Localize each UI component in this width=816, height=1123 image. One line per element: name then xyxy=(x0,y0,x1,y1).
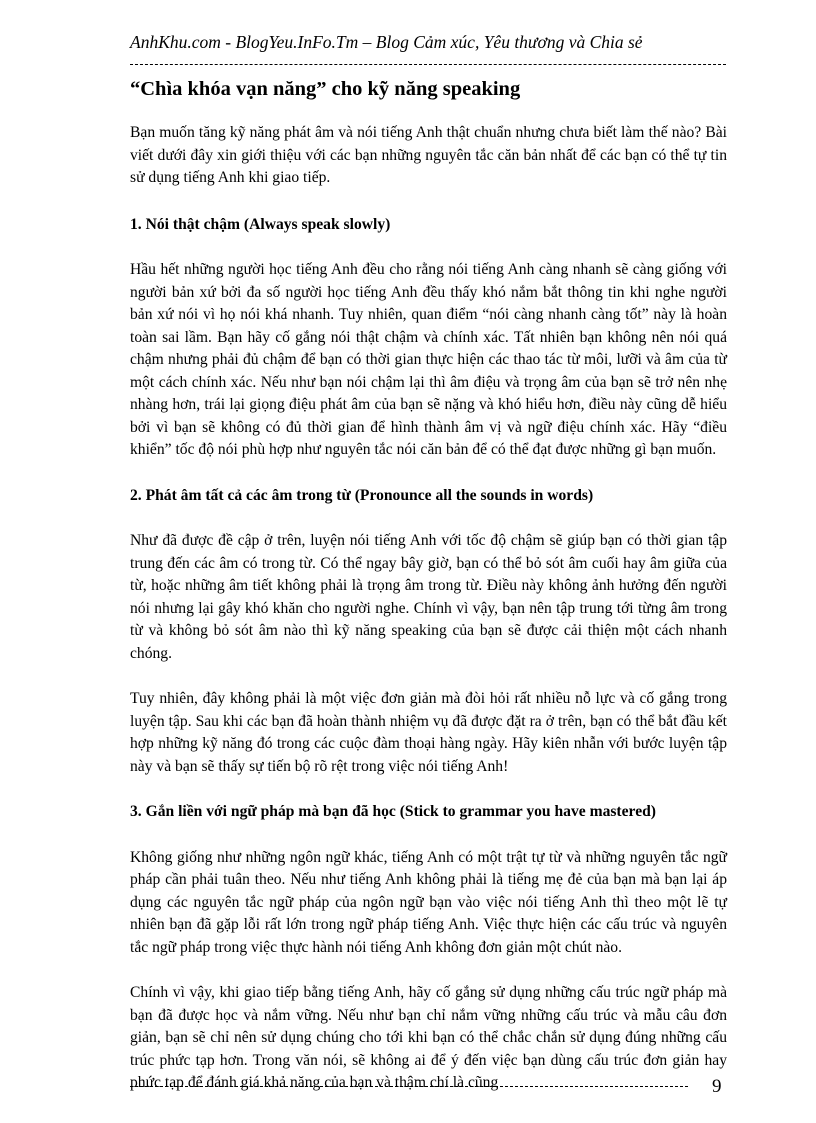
running-header: AnhKhu.com - BlogYeu.InFo.Tm – Blog Cảm xúc, Yêu thương và Chia sẻ xyxy=(130,32,643,52)
section-paragraph: Tuy nhiên, đây không phải là một việc đơn giản mà đòi hỏi rất nhiều nỗ lực và cố gắng trong luyện tập. Sau khi các bạn đã hoàn thành nhiệm vụ đã được đặt ra ở trên, bạn có thể bắt đầu kết hợp những kỹ năng đó trong các cuộc đàm thoại hàng ngày. Hãy kiên nhẫn với bước luyện tập này và bạn sẽ thấy sự tiến bộ rõ rệt trong việc nói tiếng Anh! xyxy=(130,690,727,775)
footer-divider xyxy=(130,1086,688,1087)
page-number: 9 xyxy=(712,1076,722,1097)
article-title: “Chìa khóa vạn năng” cho kỹ năng speaking xyxy=(130,78,521,100)
section-paragraph: Không giống như những ngôn ngữ khác, tiếng Anh có một trật tự từ và những nguyên tắc ngữ pháp cần phải tuân theo. Nếu như tiếng Anh không phải là tiếng mẹ đẻ của bạn mà bạn lại áp dụng các nguyên tắc ngữ pháp của ngôn ngữ bạn vào việc nói tiếng Anh thì theo một lẽ tự nhiên bạn đã gặp lỗi rất lớn trong ngữ pháp tiếng Anh. Việc thực hiện các cấu trúc và nguyên tắc ngữ pháp trong việc thực hành nói tiếng Anh không đơn giản một chút nào. xyxy=(130,848,727,956)
header-divider xyxy=(130,64,726,65)
article-body xyxy=(130,122,727,1095)
section-heading: 1. Nói thật chậm (Always speak slowly) xyxy=(130,215,391,233)
section-heading: 2. Phát âm tất cả các âm trong từ (Pronounce all the sounds in words) xyxy=(130,486,594,504)
section-heading: 3. Gắn liền với ngữ pháp mà bạn đã học (Stick to grammar you have mastered) xyxy=(130,803,656,820)
section-paragraph: Như đã được đề cập ở trên, luyện nói tiếng Anh với tốc độ chậm sẽ giúp bạn có thời gian tập trung đến các âm có trong từ. Có thể ngay bây giờ, bạn có thể bỏ sót âm cuối hay âm giữa của từ, hoặc những âm tiết không phải là trọng âm trong từ. Điều này không ảnh hưởng đến người nói nhưng lại gây khó khăn cho người nghe. Chính vì vậy, bạn nên tập trung tới từng âm trong từ và không bỏ sót âm nào thì kỹ năng speaking của bạn sẽ được cải thiện một cách nhanh chóng. xyxy=(130,532,727,662)
section-paragraph: Chính vì vậy, khi giao tiếp bằng tiếng Anh, hãy cố gắng sử dụng những cấu trúc ngữ pháp mà bạn đã được học và nắm vững. Nếu như bạn chỉ nắm vững những cấu trúc và mẫu câu đơn giản, bạn sẽ chỉ nên sử dụng chúng cho tới khi bạn có thể chắc chắn sử dụng đúng những cấu trúc phức tạp hơn. Trong văn nói, sẽ không ai để ý đến việc bạn dùng cấu trúc đơn giản hay phức tạp để đánh giá khả năng của bạn và thậm chí là cũng xyxy=(130,984,727,1091)
intro-paragraph: Bạn muốn tăng kỹ năng phát âm và nói tiếng Anh thật chuẩn nhưng chưa biết làm thế nào? Bài viết dưới đây xin giới thiệu với các bạn những nguyên tắc căn bản nhất để các bạn có thể tự tin sử dụng tiếng Anh khi giao tiếp. xyxy=(130,124,727,186)
section-paragraph: Hầu hết những người học tiếng Anh đều cho rằng nói tiếng Anh càng nhanh sẽ càng giống với người bản xứ bởi đa số người học tiếng Anh đều thấy khó nắm bắt thông tin khi nghe người bản xứ nói vì họ nói khá nhanh. Tuy nhiên, quan điểm “nói càng nhanh càng tốt” này là hoàn toàn sai lầm. Bạn hãy cố gắng nói thật chậm và chính xác. Tất nhiên bạn không nên nói quá chậm nhưng phải đủ chậm để bạn có thời gian thực hiện các thao tác từ môi, lưỡi và âm của từ một cách chính xác. Nếu như bạn nói chậm lại thì âm điệu và trọng âm của bạn sẽ trở nên nhẹ nhàng hơn, trái lại giọng điệu phát âm của bạn sẽ nặng và khó hiểu hơn, điều này cũng dễ hiểu bởi vì bạn sẽ không có đủ thời gian để hình thành âm vị và ngữ điệu chính xác. Hãy “điều khiển” tốc độ nói phù hợp như nguyên tắc nói căn bản để có thể đạt được những gì bạn muốn. xyxy=(130,261,727,458)
